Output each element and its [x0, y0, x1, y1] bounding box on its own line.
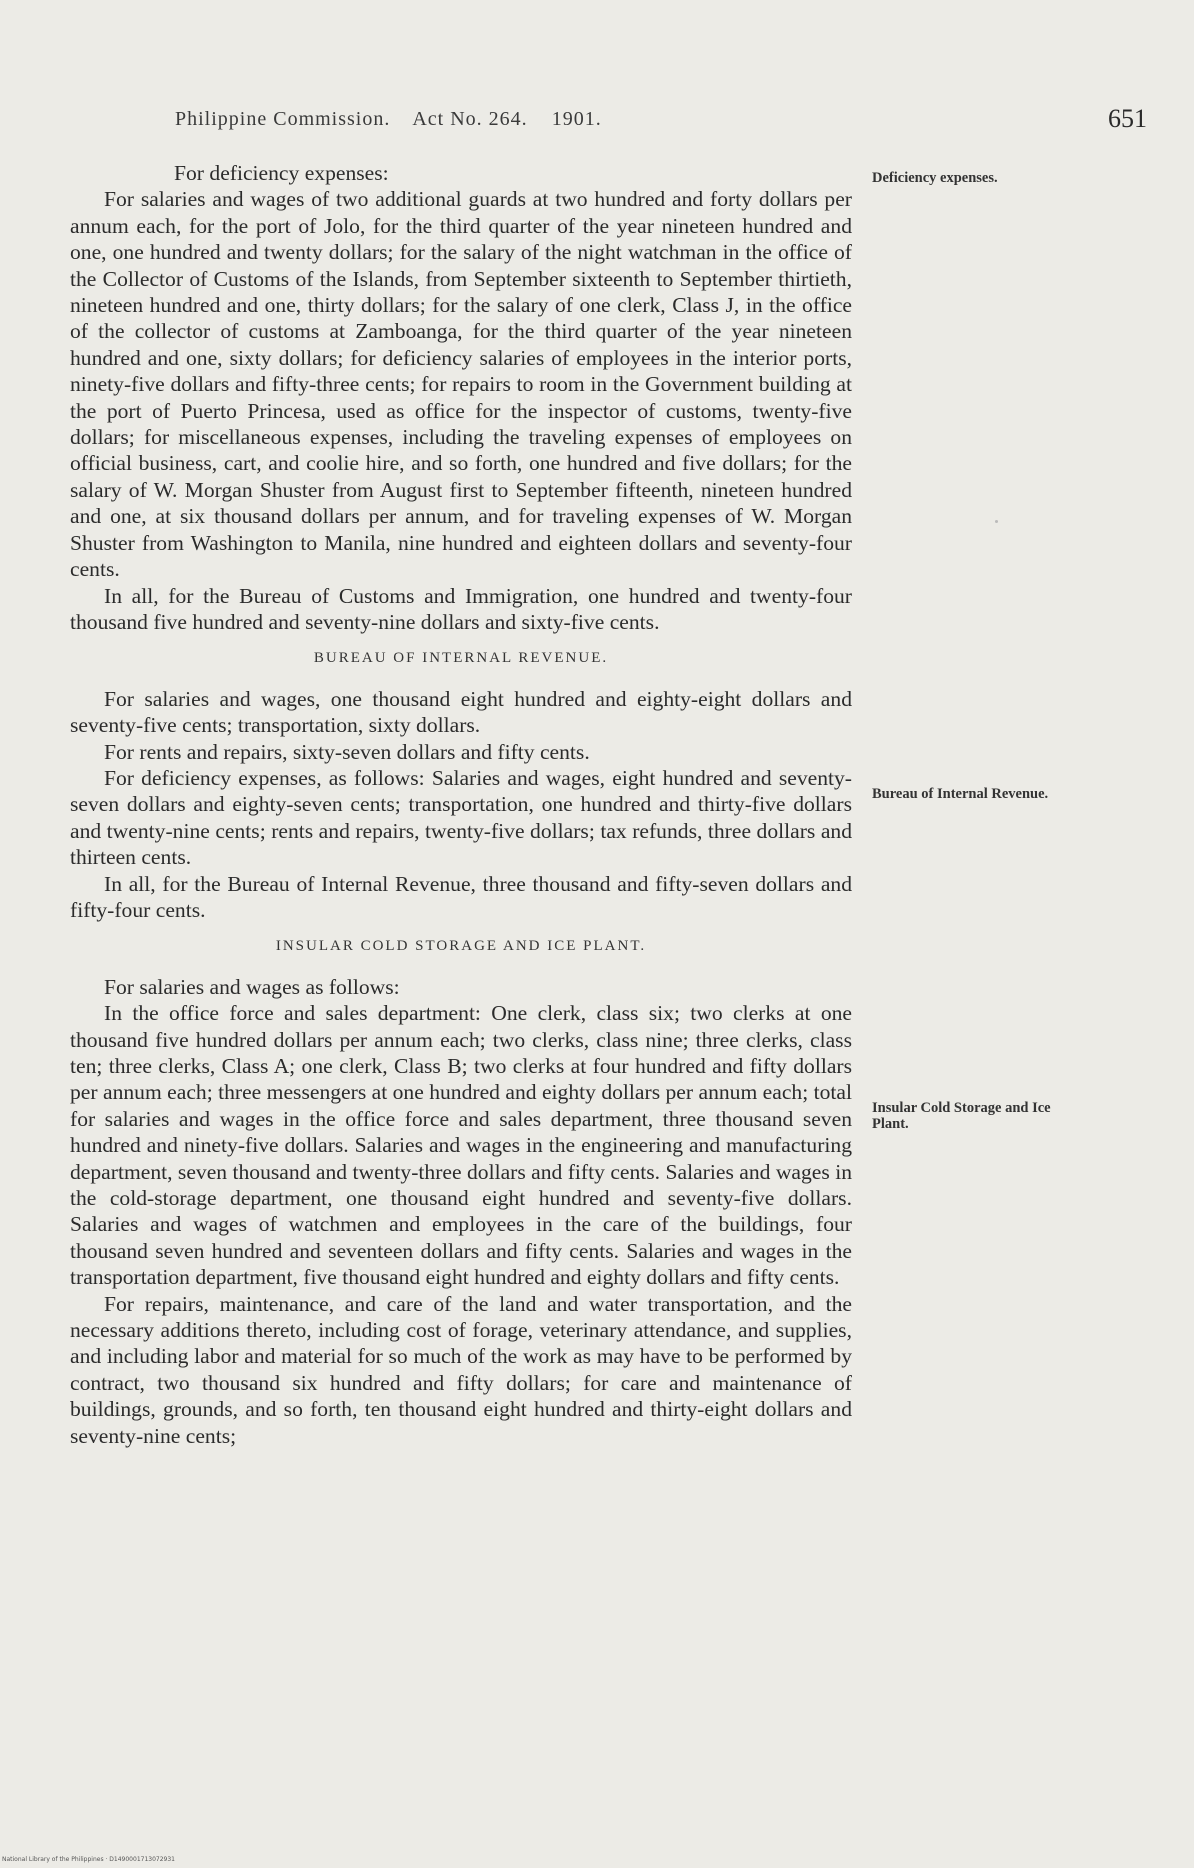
paragraph: In all, for the Bureau of Customs and Immigration, one hundred and twenty-four thousand five hundred and seventy-nine dollars and sixty-five cents.	[70, 583, 852, 634]
margin-note-deficiency: Deficiency expenses.	[872, 170, 998, 186]
paper-speck	[995, 520, 998, 523]
section-heading-internal-revenue: BUREAU OF INTERNAL REVENUE.	[313, 650, 609, 667]
paragraph: For deficiency expenses:	[174, 161, 389, 185]
paragraph: For repairs, maintenance, and care of the land and water transportation, and the necessary additions thereto, including cost of forage, veterinary attendance, and supplies, and including labor and material for so much of the work as may have to be performed by contract, two thousand six hundred and fifty dollars; for care and maintenance of buildings, grounds, and so forth, ten thousand eight hundred and thirty-eight dollars and seventy-nine cents;	[70, 1291, 852, 1448]
paragraph: In the office force and sales department: One clerk, class six; two clerks at one thousand five hundred dollars per annum each; two clerks, class nine; three clerks, class ten; three clerks, Class A; one clerk, Class B; two clerks at four hundred and fifty dollars per annum each; three messengers at one hundred and eighty dollars per annum each; total for salaries and wages in the office force and sales department, three thousand seven hundred and ninety-five dollars. Salaries and wages in the engineering and manufacturing department, seven thousand and twenty-three dollars and fifty cents. Salaries and wages in the cold-storage department, one thousand eight hundred and seventy-five dollars. Salaries and wages of watchmen and employees in the care of the buildings, four thousand seven hundred and seventeen dollars and fifty cents. Salaries and wages in the transportation department, five thousand eight hundred and eighty dollars and fifty cents.	[70, 1001, 852, 1290]
section-heading-cold-storage: INSULAR COLD STORAGE AND ICE PLANT.	[275, 938, 647, 955]
act-year: 1901.	[551, 108, 602, 130]
margin-note-cold-storage: Insular Cold Storage and Ice Plant.	[872, 1100, 1051, 1132]
paragraph: For salaries and wages, one thousand eight hundred and eighty-eight dollars and seventy-five cents; transportation, sixty dollars.	[70, 686, 852, 738]
body-text	[70, 160, 852, 1449]
act-number: Act No. 264.	[412, 108, 528, 130]
running-title: Philippine Commission.	[175, 108, 391, 130]
scan-credit: National Library of the Philippines · D1490001713072931	[2, 1856, 175, 1863]
paragraph: In all, for the Bureau of Internal Revenue, three thousand and fifty-seven dollars and fifty-four cents.	[70, 871, 852, 922]
paragraph: For rents and repairs, sixty-seven dollars and fifty cents.	[104, 739, 590, 764]
paragraph: For salaries and wages as follows:	[104, 974, 400, 999]
running-head	[175, 108, 735, 131]
page-number: 651	[1108, 104, 1147, 133]
paragraph: For salaries and wages of two additional guards at two hundred and forty dollars per annum each, for the port of Jolo, for the third quarter of the year nineteen hundred and one, one hundred and twenty dollars; for the salary of the night watchman in the office of the Collector of Customs of the Islands, from September sixteenth to September thirtieth, nineteen hundred and one, thirty dollars; for the salary of one clerk, Class J, in the office of the collector of customs at Zamboanga, for the third quarter of the year nineteen hundred and one, sixty dollars; for deficiency salaries of employees in the interior ports, ninety-five dollars and fifty-three cents; for repairs to room in the Government building at the port of Puerto Princesa, used as office for the inspector of customs, twenty-five dollars; for miscellaneous expenses, including the traveling expenses of employees on official business, cart, and coolie hire, and so forth, one hundred and five dollars; for the salary of W. Morgan Shuster from August first to September fifteenth, nineteen hundred and one, at six thousand dollars per annum, and for traveling expenses of W. Morgan Shuster from Washington to Manila, nine hundred and eighteen dollars and seventy-four cents.	[70, 187, 852, 582]
paragraph: For deficiency expenses, as follows: Salaries and wages, eight hundred and seventy-seven dollars and eighty-seven cents; transportation, one hundred and thirty-five dollars and twenty-nine cents; rents and repairs, twenty-five dollars; tax refunds, three dollars and thirteen cents.	[70, 765, 852, 870]
margin-note-internal-revenue: Bureau of Internal Revenue.	[872, 786, 1049, 802]
